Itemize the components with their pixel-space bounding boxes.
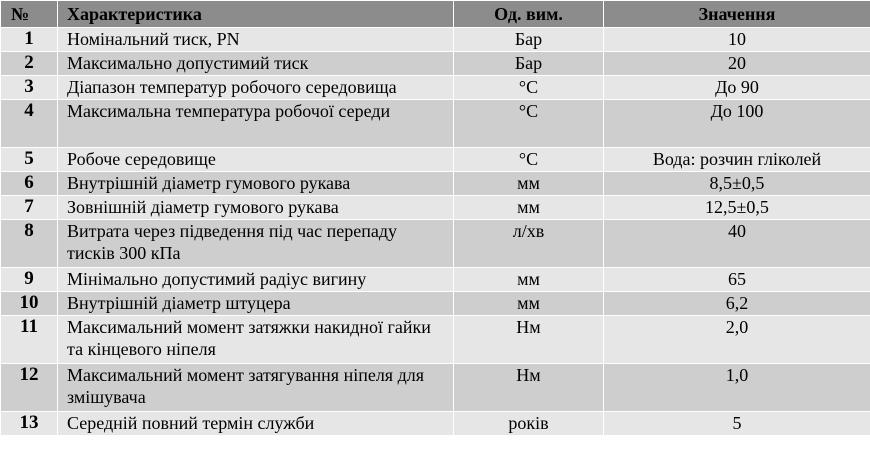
row-unit: мм [454, 292, 604, 316]
table-row [1, 172, 870, 196]
row-value: 65 [604, 268, 870, 292]
table-row [1, 148, 870, 172]
row-number: 13 [1, 412, 58, 436]
row-number: 9 [1, 268, 58, 292]
row-unit: °C [454, 76, 604, 100]
row-unit: Бар [454, 52, 604, 76]
row-value: 8,5±0,5 [604, 172, 870, 196]
row-number: 11 [1, 316, 58, 364]
table-row [1, 316, 870, 364]
row-characteristic: Максимальний момент затягування ніпеля для змішувача [58, 364, 454, 412]
row-unit: років [454, 412, 604, 436]
row-unit: Бар [454, 28, 604, 52]
row-value: 40 [604, 220, 870, 268]
row-unit: °C [454, 100, 604, 148]
row-unit: °C [454, 148, 604, 172]
row-characteristic: Зовнішній діаметр гумового рукава [58, 196, 454, 220]
header-unit: Од. вим. [454, 1, 604, 28]
row-number: 5 [1, 148, 58, 172]
row-number: 7 [1, 196, 58, 220]
table-row [1, 292, 870, 316]
row-characteristic: Номінальний тиск, PN [58, 28, 454, 52]
row-value: До 90 [604, 76, 870, 100]
table-row [1, 268, 870, 292]
row-value: До 100 [604, 100, 870, 148]
row-value: 12,5±0,5 [604, 196, 870, 220]
row-characteristic: Діапазон температур робочого середовища [58, 76, 454, 100]
row-characteristic: Середній повний термін служби [58, 412, 454, 436]
row-value: Вода: розчин гліколей [604, 148, 870, 172]
row-unit: мм [454, 268, 604, 292]
row-number: 1 [1, 28, 58, 52]
table-row [1, 364, 870, 412]
table-row [1, 76, 870, 100]
row-unit: л/хв [454, 220, 604, 268]
row-characteristic: Внутрішній діаметр гумового рукава [58, 172, 454, 196]
row-characteristic: Внутрішній діаметр штуцера [58, 292, 454, 316]
row-unit: Нм [454, 364, 604, 412]
row-number: 2 [1, 52, 58, 76]
row-number: 4 [1, 100, 58, 148]
row-characteristic: Мінімально допустимий радіус вигину [58, 268, 454, 292]
row-characteristic: Максимальна температура робочої середи [58, 100, 454, 148]
row-value: 10 [604, 28, 870, 52]
row-number: 12 [1, 364, 58, 412]
table-header-row [1, 1, 870, 28]
header-number: № [1, 1, 58, 28]
header-value: Значення [604, 1, 870, 28]
row-number: 10 [1, 292, 58, 316]
row-unit: мм [454, 196, 604, 220]
table-row [1, 52, 870, 76]
table-row [1, 196, 870, 220]
table-row [1, 28, 870, 52]
header-characteristic: Характеристика [58, 1, 454, 28]
row-number: 6 [1, 172, 58, 196]
row-value: 20 [604, 52, 870, 76]
table-row [1, 100, 870, 148]
row-characteristic: Витрата через підведення під час перепаду тисків 300 кПа [58, 220, 454, 268]
row-number: 8 [1, 220, 58, 268]
row-characteristic: Робоче середовище [58, 148, 454, 172]
row-value: 5 [604, 412, 870, 436]
row-characteristic: Максимальний момент затяжки накидної гайки та кінцевого ніпеля [58, 316, 454, 364]
row-unit: Нм [454, 316, 604, 364]
table-row [1, 220, 870, 268]
row-number: 3 [1, 76, 58, 100]
row-value: 2,0 [604, 316, 870, 364]
row-value: 6,2 [604, 292, 870, 316]
table-row [1, 412, 870, 436]
row-value: 1,0 [604, 364, 870, 412]
row-unit: мм [454, 172, 604, 196]
row-characteristic: Максимально допустимий тиск [58, 52, 454, 76]
